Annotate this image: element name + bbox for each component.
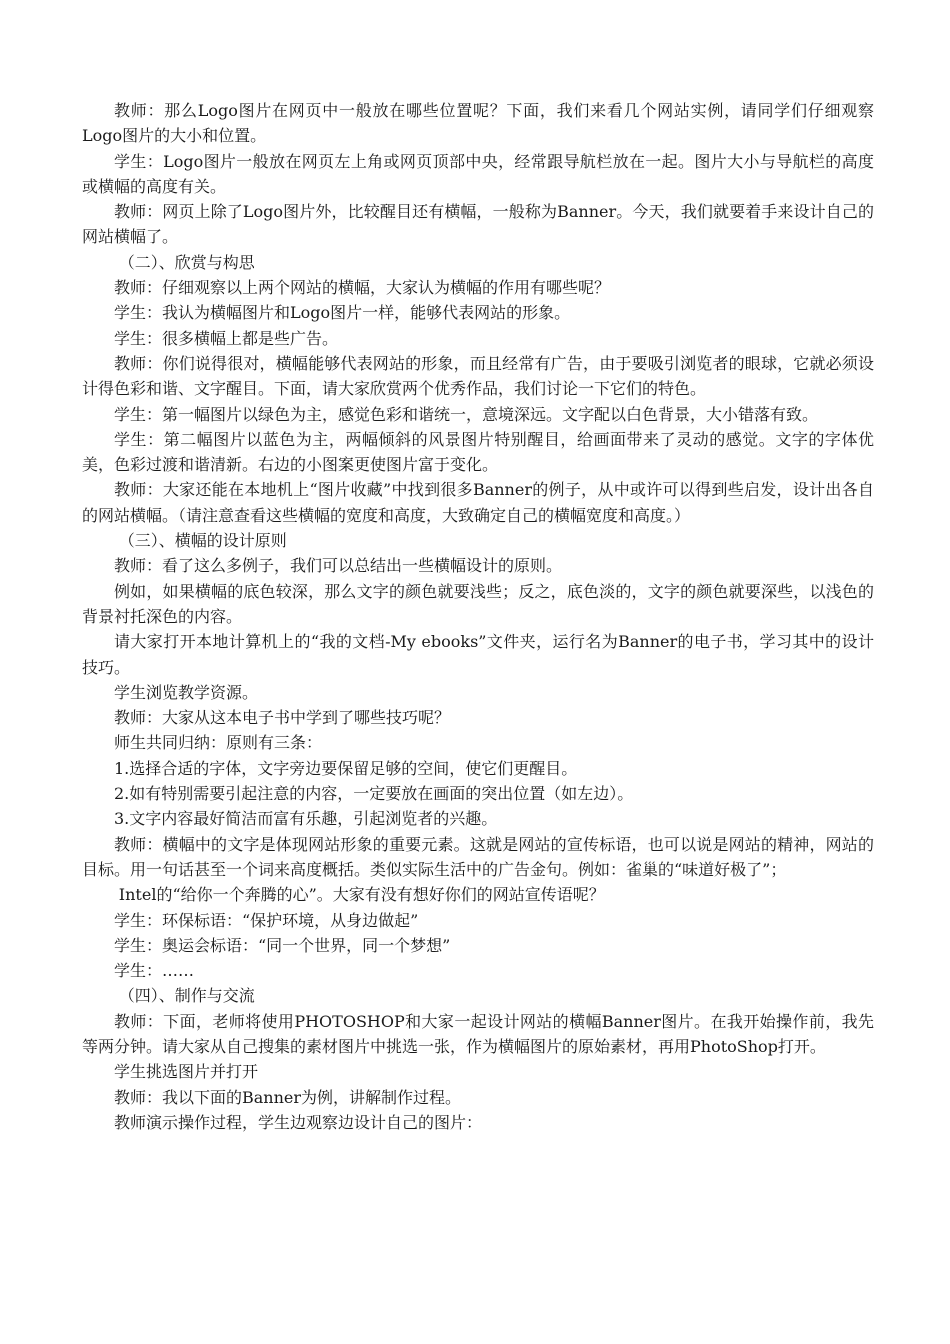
paragraph: 学生：第一幅图片以绿色为主，感觉色彩和谐统一，意境深远。文字配以白色背景，大小错落有致。 (114, 404, 819, 424)
paragraph: 例如，如果横幅的底色较深，那么文字的颜色就要浅些；反之，底色淡的，文字的颜色就要深些，以浅色的背景衬托深色的内容。 (82, 581, 874, 626)
paragraph: 教师：仔细观察以上两个网站的横幅，大家认为横幅的作用有哪些呢？ (114, 278, 611, 298)
document-page (82, 98, 874, 1135)
paragraph: Intel的“给你一个奔腾的心”。大家有没有想好你们的网站宣传语呢？ (118, 885, 605, 905)
paragraph: 教师：我以下面的Banner为例，讲解制作过程。 (114, 1087, 462, 1107)
paragraph: 教师：下面，老师将使用PHOTOSHOP和大家一起设计网站的横幅Banner图片。在我开始操作前，我先等两分钟。请大家从自己搜集的素材图片中挑选一张，作为横幅图片的原始素材，再用PhotoShop打开。 (82, 1011, 874, 1056)
section-heading: （二）、欣赏与构思 (118, 252, 255, 272)
list-item: 3.文字内容最好简洁而富有乐趣，引起浏览者的兴趣。 (114, 809, 498, 829)
paragraph: 学生：我认为横幅图片和Logo图片一样，能够代表网站的形象。 (114, 303, 571, 323)
paragraph: 教师：那么Logo图片在网页中一般放在哪些位置呢？下面，我们来看几个网站实例，请同学们仔细观察Logo图片的大小和位置。 (82, 101, 874, 146)
paragraph: 学生：第二幅图片以蓝色为主，两幅倾斜的风景图片特别醒目，给画面带来了灵动的感觉。文字的字体优美，色彩过渡和谐清新。右边的小图案更使图片富于变化。 (82, 429, 874, 475)
paragraph: 教师：网页上除了Logo图片外，比较醒目还有横幅，一般称为Banner。今天，我们就要着手来设计自己的网站横幅了。 (82, 202, 874, 247)
paragraph: 学生挑选图片并打开 (114, 1062, 259, 1082)
paragraph: 学生：很多横幅上都是些广告。 (114, 328, 339, 348)
paragraph: 学生：环保标语：“保护环境，从身边做起” (114, 910, 419, 930)
list-item: 1.选择合适的字体，文字旁边要保留足够的空间，使它们更醒目。 (114, 758, 578, 778)
paragraph: 学生：Logo图片一般放在网页左上角或网页顶部中央，经常跟导航栏放在一起。图片大小与导航栏的高度或横幅的高度有关。 (82, 151, 874, 196)
paragraph: 教师演示操作过程，学生边观察边设计自己的图片： (114, 1112, 483, 1132)
paragraph: 学生：…… (114, 961, 195, 981)
section-heading: （三）、横幅的设计原则 (118, 531, 287, 551)
paragraph: 教师：你们说得很对，横幅能够代表网站的形象，而且经常有广告，由于要吸引浏览者的眼球，它就必须设计得色彩和谐、文字醒目。下面，请大家欣赏两个优秀作品，我们讨论一下它们的特色。 (82, 353, 874, 399)
paragraph: 请大家打开本地计算机上的“我的文档-My ebooks”文件夹，运行名为Banner的电子书，学习其中的设计技巧。 (82, 632, 874, 677)
paragraph: 教师：横幅中的文字是体现网站形象的重要元素。这就是网站的宣传标语，也可以说是网站的精神，网站的目标。用一句话甚至一个词来高度概括。类似实际生活中的广告金句。例如：雀巢的“味道好极了”； (82, 834, 874, 879)
paragraph: 教师：大家还能在本地机上“图片收藏”中找到很多Banner的例子，从中或许可以得到些启发，设计出各自的网站横幅。（请注意查看这些横幅的宽度和高度，大致确定自己的横幅宽度和高度。） (82, 480, 874, 525)
list-item: 2.如有特别需要引起注意的内容，一定要放在画面的突出位置（如左边）。 (114, 784, 634, 804)
section-heading: （四）、制作与交流 (118, 986, 255, 1006)
paragraph: 师生共同归纳：原则有三条： (114, 733, 323, 753)
paragraph: 学生浏览教学资源。 (114, 682, 259, 702)
paragraph: 教师：看了这么多例子，我们可以总结出一些横幅设计的原则。 (114, 556, 563, 576)
paragraph: 学生：奥运会标语：“同一个世界，同一个梦想” (114, 935, 451, 955)
paragraph: 教师：大家从这本电子书中学到了哪些技巧呢？ (114, 708, 451, 728)
